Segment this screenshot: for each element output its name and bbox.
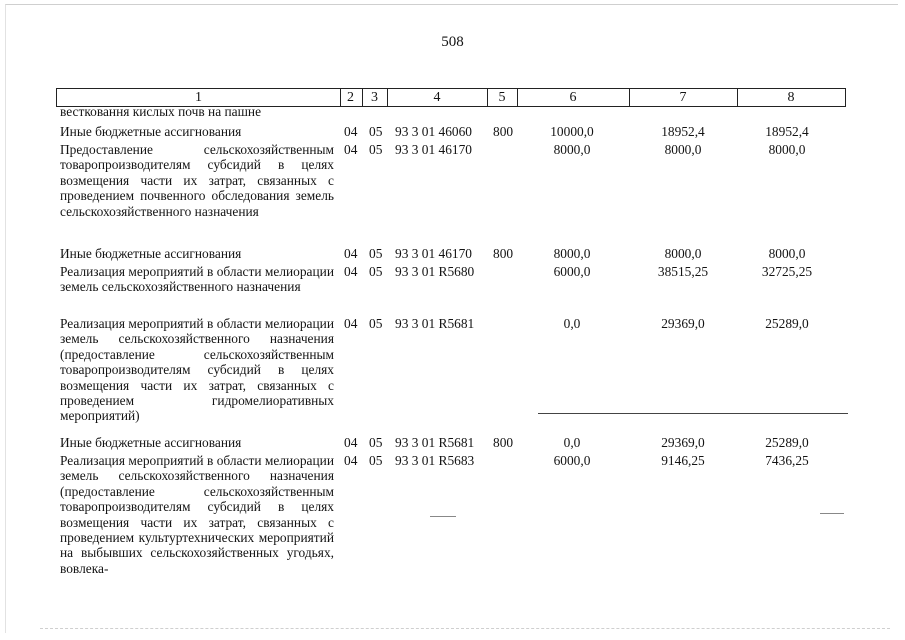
row-chapter: 04 bbox=[344, 142, 358, 157]
row-code: 93 3 01 46170 bbox=[395, 246, 472, 261]
header-col-5: 5 bbox=[487, 88, 518, 107]
header-col-8: 8 bbox=[737, 88, 846, 107]
row-code: 93 3 01 46170 bbox=[395, 142, 472, 157]
row-desc: Реализация мероприятий в области мелиорации земель сельскохозяйственного назначения (предоставление сельскохозяйственным товаропроизводителям субсидий в целях возмещения части их затрат, связанных с проведением культуртехнических мероприятий на выбывших сельскохозяйственных угодьях, вовлека- bbox=[60, 453, 334, 576]
row-value-8: 8000,0 bbox=[768, 142, 806, 157]
row-value-8: 18952,4 bbox=[765, 124, 809, 139]
header-col-6: 6 bbox=[517, 88, 630, 107]
row-expense-type: 800 bbox=[493, 124, 514, 139]
header-col-3: 3 bbox=[362, 88, 388, 107]
row-section: 05 bbox=[369, 124, 383, 139]
row-chapter: 04 bbox=[344, 124, 358, 139]
header-col-7: 7 bbox=[629, 88, 738, 107]
row-value-7: 18952,4 bbox=[661, 124, 705, 139]
row-chapter: 04 bbox=[344, 435, 358, 450]
row-value-8: 7436,25 bbox=[765, 453, 809, 468]
top-fragment: вестковання кислых почв на пашне bbox=[60, 104, 262, 119]
section-rule bbox=[538, 413, 848, 414]
row-value-6: 6000,0 bbox=[553, 453, 591, 468]
row-section: 05 bbox=[369, 316, 383, 331]
row-section: 05 bbox=[369, 453, 383, 468]
row-value-6: 8000,0 bbox=[553, 142, 591, 157]
row-section: 05 bbox=[369, 142, 383, 157]
row-desc: Предоставление сельскохозяйственным товаропроизводителям субсидий в целях возмещения части их затрат, связанных с проведением почвенного обследования земель сельскохозяйственного назначения bbox=[60, 142, 334, 219]
row-value-7: 8000,0 bbox=[664, 246, 702, 261]
row-section: 05 bbox=[369, 246, 383, 261]
row-chapter: 04 bbox=[344, 316, 358, 331]
row-code: 93 3 01 R5681 bbox=[395, 435, 475, 450]
row-value-6: 10000,0 bbox=[550, 124, 594, 139]
header-col-1: 1 bbox=[56, 88, 341, 107]
page-number: 508 bbox=[441, 34, 464, 50]
row-code: 93 3 01 R5680 bbox=[395, 264, 475, 279]
row-value-8: 25289,0 bbox=[765, 316, 809, 331]
row-desc: Реализация мероприятий в области мелиорации земель сельскохозяйственного назначения bbox=[60, 264, 334, 295]
row-value-6: 6000,0 bbox=[553, 264, 591, 279]
row-value-6: 0,0 bbox=[563, 435, 581, 450]
row-desc: Иные бюджетные ассигнования bbox=[60, 246, 242, 261]
row-desc: Реализация мероприятий в области мелиорации земель сельскохозяйственного назначения (предоставление сельскохозяйственным товаропроизводителям субсидий в целях возмещения части их затрат, связанных с проведением гидромелиоративных мероприятий) bbox=[60, 316, 334, 424]
scan-noise-line bbox=[40, 628, 890, 629]
row-value-8: 25289,0 bbox=[765, 435, 809, 450]
row-desc: Иные бюджетные ассигнования bbox=[60, 124, 242, 139]
row-chapter: 04 bbox=[344, 246, 358, 261]
row-value-6: 0,0 bbox=[563, 316, 581, 331]
row-value-8: 32725,25 bbox=[761, 264, 813, 279]
row-value-6: 8000,0 bbox=[553, 246, 591, 261]
row-value-7: 29369,0 bbox=[661, 316, 705, 331]
row-value-7: 9146,25 bbox=[661, 453, 705, 468]
row-desc: Иные бюджетные ассигнования bbox=[60, 435, 242, 450]
row-section: 05 bbox=[369, 264, 383, 279]
row-expense-type: 800 bbox=[493, 435, 514, 450]
header-col-4: 4 bbox=[387, 88, 488, 107]
row-section: 05 bbox=[369, 435, 383, 450]
row-value-7: 29369,0 bbox=[661, 435, 705, 450]
row-code: 93 3 01 R5683 bbox=[395, 453, 475, 468]
scan-speck bbox=[820, 513, 844, 514]
row-expense-type: 800 bbox=[493, 246, 514, 261]
row-value-8: 8000,0 bbox=[768, 246, 806, 261]
header-col-2: 2 bbox=[339, 88, 363, 107]
row-value-7: 38515,25 bbox=[657, 264, 709, 279]
row-chapter: 04 bbox=[344, 264, 358, 279]
scan-speck bbox=[430, 516, 456, 517]
row-chapter: 04 bbox=[344, 453, 358, 468]
row-code: 93 3 01 46060 bbox=[395, 124, 472, 139]
row-value-7: 8000,0 bbox=[664, 142, 702, 157]
row-code: 93 3 01 R5681 bbox=[395, 316, 475, 331]
